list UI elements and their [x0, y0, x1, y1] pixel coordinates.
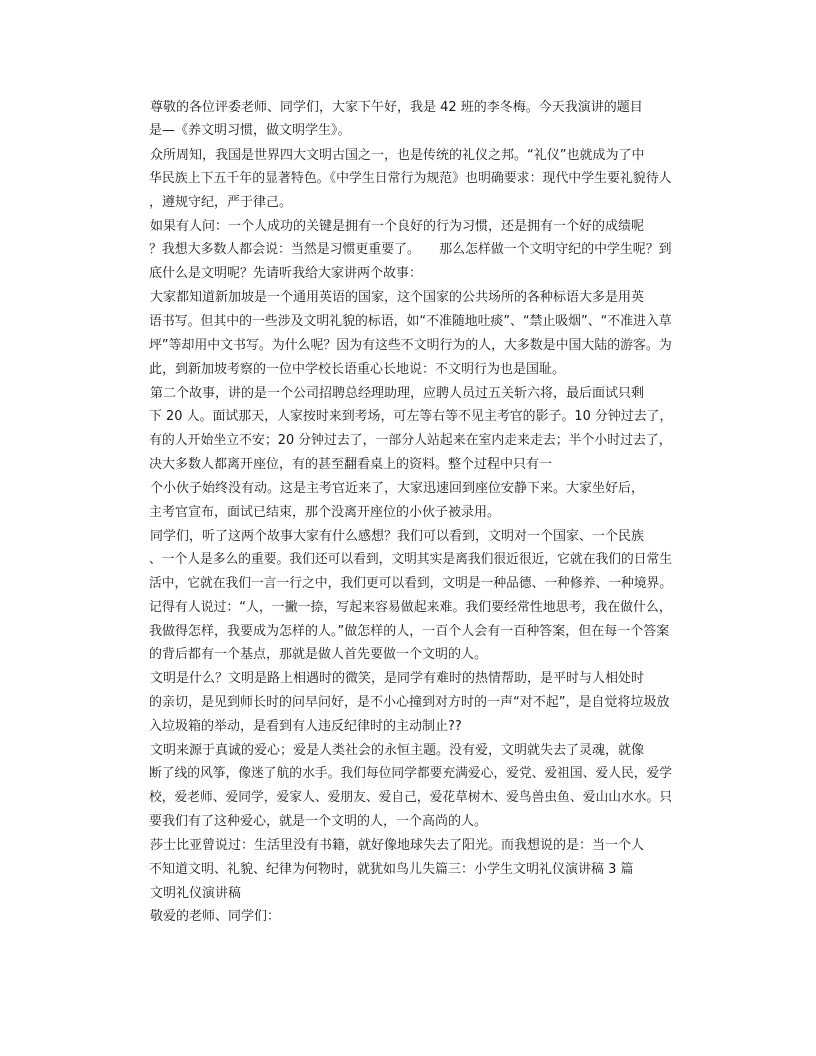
- text-line: 底什么是文明呢？先请听我给大家讲两个故事：: [149, 266, 423, 281]
- text-line: 的亲切，是见到师长时的问早问好，是不小心撞到对方时的一声“对不起”，是自觉将垃圾放: [149, 695, 670, 710]
- text-line: 的背后都有一个基点，那就是做人首先要做一个文明的人。: [149, 647, 488, 662]
- text-line: 尊敬的各位评委老师、同学们，大家下午好，我是 42 班的李冬梅。今天我演讲的题目: [150, 100, 643, 115]
- text-line: 第二个故事，讲的是一个公司招聘总经理助理，应聘人员过五关斩六将，最后面试只剩: [150, 386, 645, 401]
- text-line: 敬爱的老师、同学们：: [150, 909, 281, 924]
- text-line: 我做得怎样，我要成为怎样的人。”做怎样的人，一百个人会有一百种答案，但在每一个答案: [149, 624, 670, 639]
- text-line: 断了线的风筝，像迷了航的水手。我们每位同学都要充满爱心，爱党、爱祖国、爱人民，爱学: [149, 766, 672, 781]
- text-line: 不知道文明、礼貌、纪律为何物时，就犹如鸟儿失篇三：小学生文明礼仪演讲稿 3 篇: [149, 862, 634, 877]
- text-line: 决大多数人都离开座位，有的甚至翻看桌上的资料。整个过程中只有一: [149, 457, 553, 472]
- text-line: 要我们有了这种爱心，就是一个文明的人，一个高尚的人。: [149, 814, 488, 829]
- text-line: 下 20 人。面试那天，人家按时来到考场，可左等右等不见主考官的影子。10 分钟过去了，: [149, 409, 673, 424]
- text-line: 此，到新加坡考察的一位中学校长语重心长地说：不文明行为也是国耻。: [149, 362, 566, 377]
- text-line: 文明礼仪演讲稿: [150, 886, 242, 901]
- text-line: 、一个人是多么的重要。我们还可以看到，文明其实是离我们很近很近，它就在我们的日常生: [149, 552, 672, 567]
- text-line: 语书写。但其中的一些涉及文明礼貌的标语，如“不准随地吐痰”、“禁止吸烟”、“不准进入草: [149, 314, 672, 329]
- text-line: ？我想大多数人都会说：当然是习惯更重要了。 那么怎样做一个文明守纪的中学生呢？到: [149, 242, 672, 257]
- text-line: 坪”等却用中文书写。为什么呢？因为有这些不文明行为的人，大多数是中国大陆的游客。为: [149, 338, 672, 353]
- text-line: 众所周知，我国是世界四大文明古国之一，也是传统的礼仪之邦。“礼仪”也就成为了中: [150, 148, 645, 163]
- text-line: 同学们，听了这两个故事大家有什么感想？我们可以看到，文明对一个国家、一个民族: [150, 529, 645, 544]
- text-line: 活中，它就在我们一言一行之中，我们更可以看到，文明是一种品德、一种修养、一种境界。: [149, 576, 672, 591]
- text-line: 是—《养文明习惯，做文明学生》。: [149, 123, 351, 138]
- text-line: 文明是什么？文明是路上相遇时的微笑，是同学有难时的热情帮助，是平时与人相处时: [150, 671, 645, 686]
- text-line: 文明来源于真诚的爱心；爱是人类社会的永恒主题。没有爱，文明就失去了灵魂，就像: [150, 743, 645, 758]
- text-line: 主考官宣布，面试已结束，那个没离开座位的小伙子被录用。: [149, 505, 501, 520]
- text-line: 校，爱老师、爱同学，爱家人、爱朋友、爱自己，爱花草树木、爱鸟兽虫鱼、爱山山水水。只: [149, 790, 672, 805]
- text-line: 如果有人问：一个人成功的关键是拥有一个良好的行为习惯，还是拥有一个好的成绩呢: [150, 219, 645, 234]
- text-line: 个小伙子始终没有动。这是主考官近来了，大家迅速回到座位安静下来。大家坐好后，: [150, 481, 645, 496]
- text-line: 华民族上下五千年的显著特色。《中学生日常行为规范》也明确要求：现代中学生要礼貌待人: [149, 171, 672, 186]
- text-line: 入垃圾箱的举动，是看到有人违反纪律时的主动制止??: [149, 719, 462, 734]
- text-line: 莎士比亚曾说过：生活里没有书籍，就好像地球失去了阳光。而我想说的是：当一个人: [150, 838, 645, 853]
- text-line: 有的人开始坐立不安；20 分钟过去了，一部分人站起来在室内走来走去；半个小时过去了，: [149, 433, 672, 448]
- text-line: 大家都知道新加坡是一个通用英语的国家，这个国家的公共场所的各种标语大多是用英: [150, 290, 645, 305]
- text-line: ，遵规守纪，严于律己。: [149, 195, 293, 210]
- text-line: 记得有人说过：“人，一撇一捺，写起来容易做起来难。我们要经常性地思考，我在做什么，: [149, 600, 672, 615]
